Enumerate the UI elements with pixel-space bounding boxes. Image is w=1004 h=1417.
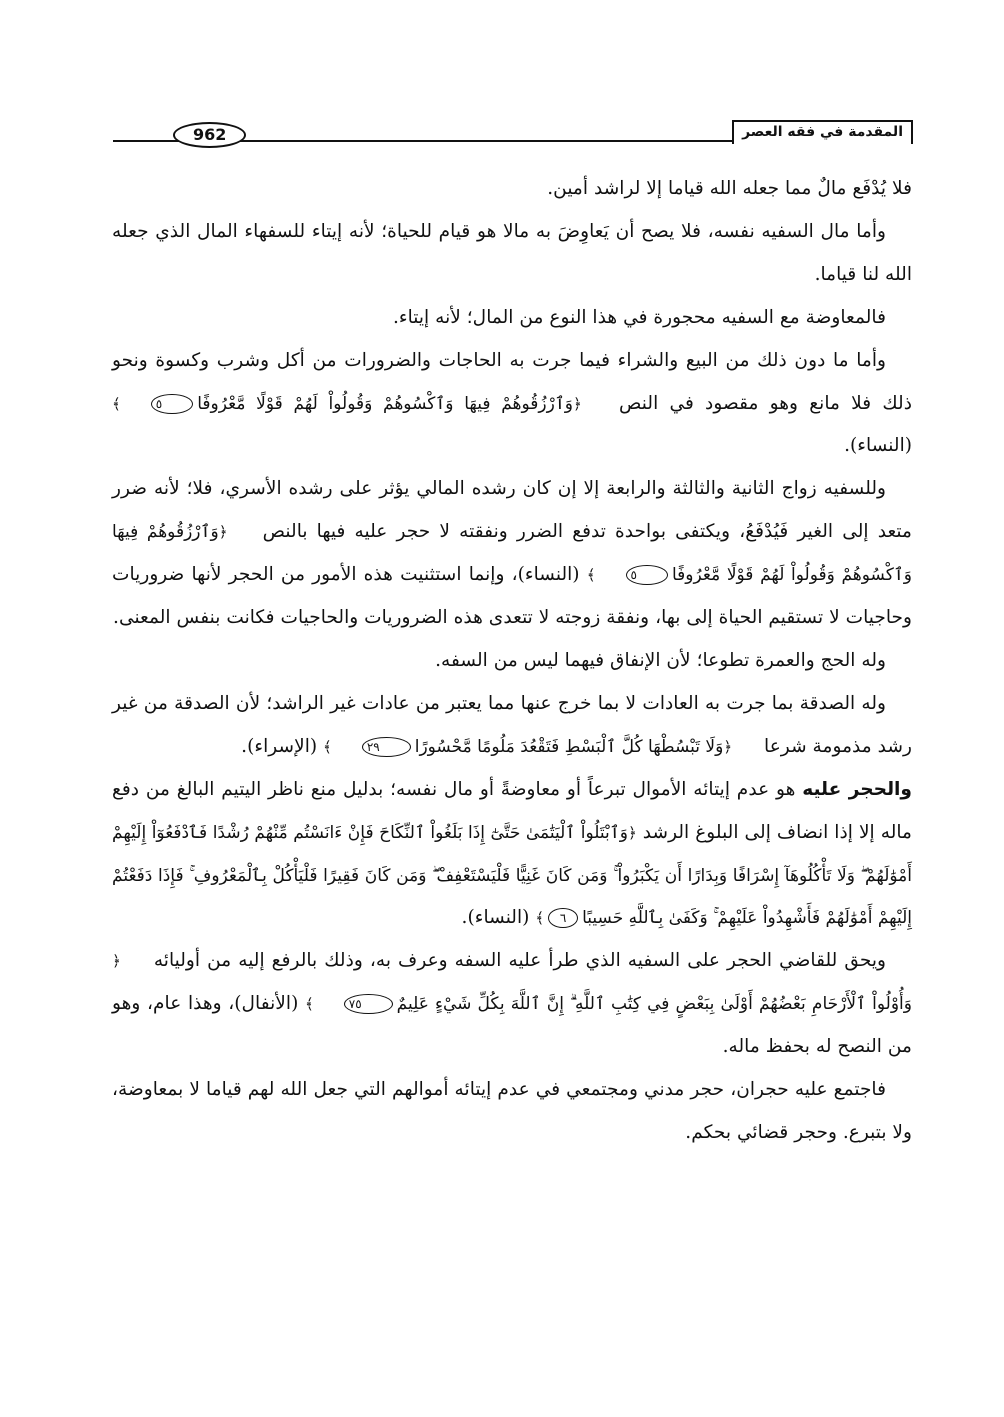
- quran-bracket-close: ﴾: [323, 737, 332, 756]
- paragraph-1: فلا يُدْفَع مالٌ مما جعله الله قياما إلا لراشد أمين.: [547, 178, 912, 199]
- paragraph-9-text-b: وهذا عام، وهو من النصح له بحفظ ماله.: [112, 993, 912, 1058]
- quran-bracket-open: ﴿: [723, 737, 733, 756]
- quran-verse: وَلَا تَبْسُطْهَا كُلَّ ٱلْبَسْطِ فَتَقْعُدَ مَلُومًا مَّحْسُورًا: [414, 736, 724, 757]
- surah-reference: (النساء)،: [511, 564, 580, 586]
- paragraph-3: فالمعاوضة مع السفيه محجورة في هذا النوع من المال؛ لأنه إيتاء.: [392, 306, 886, 328]
- page-number: 962: [173, 122, 246, 148]
- surah-reference: (النساء).: [844, 435, 912, 457]
- paragraph-lead: والحجر عليه: [802, 778, 912, 800]
- quran-bracket-open: ﴿: [218, 523, 228, 542]
- quran-bracket-close: ﴾: [535, 909, 545, 928]
- surah-reference: (النساء).: [461, 907, 530, 929]
- page-body: [112, 168, 912, 1155]
- quran-bracket-open: ﴿: [112, 952, 121, 971]
- paragraph-4-text: وأما ما دون ذلك من البيع والشراء فيما جرت به الحاجات والضرورات من أكل وشرب وكسوة ونحو ذلك فلا مانع وهو مقصود في النص: [112, 349, 912, 414]
- verse-number: ٢٩: [362, 737, 411, 757]
- verse-number: ٥: [151, 394, 193, 414]
- paragraph-2: وأما مال السفيه نفسه، فلا يصح أن يَعاوِضَ به مالا هو قيام للحياة؛ لأنه إيتاء للسفهاء المال الذي جعله الله لنا قياما.: [112, 220, 912, 285]
- paragraph-4: [112, 340, 912, 469]
- paragraph-10: فاجتمع عليه حجران، حجر مدني ومجتمعي في عدم إيتائه أموالهم التي جعل الله لهم قياما لا بمعاوضة، ولا بتبرع. وحجر قضائي بحكم.: [112, 1079, 912, 1143]
- paragraph-5-text-a: وللسفيه زواج الثانية والثالثة والرابعة إلا إن كان رشده المالي يؤثر على رشده الأسري، فلا؛ لأنه ضرر متعد إلى الغير فَيُدْفَعُ، ويكتفى بواحدة تدفع الضرر ونفقته لا حجر عليه فيها بالنص: [112, 478, 912, 543]
- paragraph-8: [112, 769, 912, 941]
- verse-number: ٥: [626, 565, 668, 585]
- quran-verse: وَٱرْزُقُوهُمْ فِيهَا وَٱكْسُوهُمْ وَقُولُواْ لَهُمْ قَوْلًا مَّعْرُوفًا: [197, 393, 573, 414]
- verse-number: ٧٥: [344, 994, 393, 1014]
- paragraph-8-text: هو عدم إيتائه الأموال تبرعاً أو معاوضةً أو مال نفسه؛ بدليل منع ناظر اليتيم البالغ من دفع ماله إلا إذا انضاف إلى البلوغ الرشد: [112, 778, 912, 843]
- book-title: المقدمة في فقه العصر: [732, 120, 913, 144]
- paragraph-7: [112, 683, 912, 769]
- quran-bracket-close: ﴾: [112, 394, 121, 413]
- page-header: [113, 112, 913, 162]
- quran-verse: وَأُوْلُواْ ٱلْأَرْحَامِ بَعْضُهُمْ أَوْلَىٰ بِبَعْضٍ فِي كِتَٰبِ ٱللَّهِ ۗ إِنَّ ٱللَّهَ بِكُلِّ شَيْءٍ عَلِيمٌ: [396, 994, 912, 1015]
- paragraph-9: [112, 940, 912, 1069]
- quran-bracket-open: ﴿: [627, 823, 637, 842]
- quran-bracket-close: ﴾: [304, 995, 314, 1014]
- quran-verse: وَٱبْتَلُواْ ٱلْيَتَٰمَىٰ حَتَّىٰٓ إِذَا بَلَغُواْ ٱلنِّكَاحَ فَإِنْ ءَانَسْتُم مِّنْهُمْ رُشْدًا فَٱدْفَعُوٓاْ إِلَيْهِمْ أَمْوَٰلَهُمْ ۖ وَلَا تَأْكُلُوهَآ إِسْرَافًا وَبِدَارًا أَن يَكْبَرُواْ ۚ وَمَن كَانَ غَنِيًّا فَلْيَسْتَعْفِفْ ۖ وَمَن كَانَ فَقِيرًا فَلْيَأْكُلْ بِٱلْمَعْرُوفِ ۚ فَإِذَا دَفَعْتُمْ إِلَيْهِمْ أَمْوَٰلَهُمْ فَأَشْهِدُواْ عَلَيْهِمْ ۚ وَكَفَىٰ بِٱللَّهِ حَسِيبًا: [112, 822, 912, 929]
- surah-reference: (الأنفال)،: [228, 993, 299, 1015]
- paragraph-5: [112, 468, 912, 640]
- paragraph-5-text-b: وإنما استثنيت هذه الأمور من الحجر لأنها ضروريات وحاجيات لا تستقيم الحياة إلى بها، ونفقة زوجته لا تتعدى هذه الضروريات والحاجيات فكانت بنفس المعنى.: [112, 564, 912, 629]
- surah-reference: (الإسراء).: [241, 735, 318, 757]
- paragraph-6: وله الحج والعمرة تطوعا؛ لأن الإنفاق فيهما ليس من السفه.: [435, 649, 886, 671]
- quran-verse: وَٱرْزُقُوهُمْ فِيهَا وَٱكْسُوهُمْ وَقُولُواْ لَهُمْ قَوْلًا مَّعْرُوفًا: [112, 522, 912, 586]
- verse-number: ٦: [548, 908, 578, 928]
- quran-bracket-close: ﴾: [586, 566, 596, 585]
- quran-bracket-open: ﴿: [573, 394, 582, 413]
- paragraph-7-text: وله الصدقة بما جرت به العادات لا بما خرج عنها مما يعتبر من عادات غير الراشد؛ لأن الصدقة من غير رشد مذمومة شرعا: [112, 692, 912, 757]
- paragraph-9-text-a: ويحق للقاضي الحجر على السفيه الذي طرأ عليه السفه وعرف به، وذلك بالرفع إليه من أوليائه: [153, 950, 886, 972]
